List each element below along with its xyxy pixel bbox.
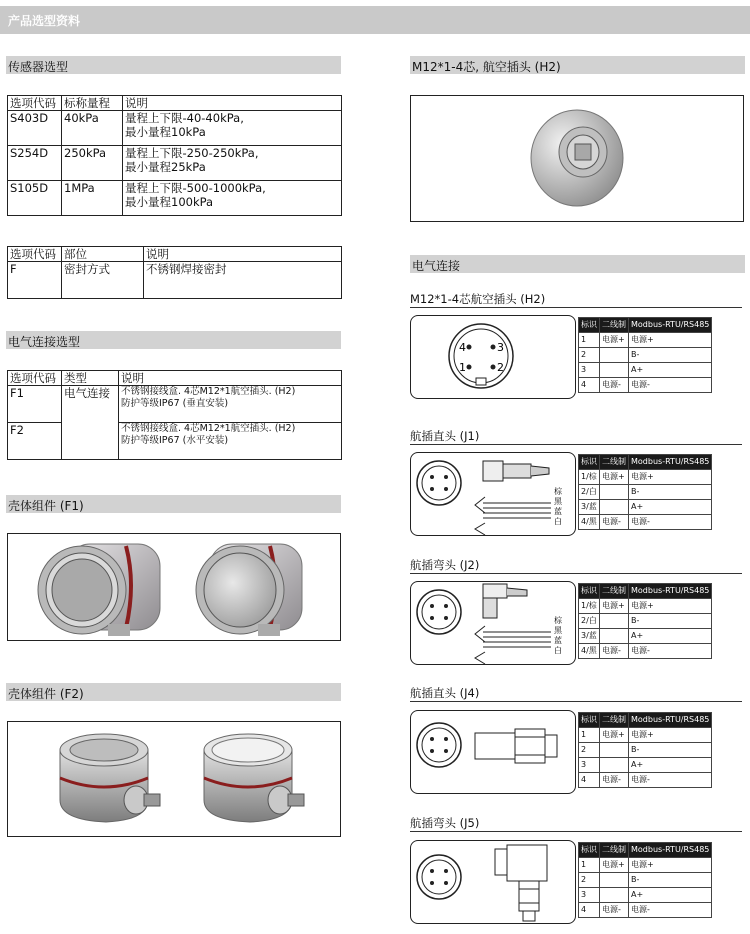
divider: [410, 573, 742, 574]
code-cell: S403D: [8, 111, 62, 146]
table-row: [579, 758, 712, 773]
pin-cell: 1: [579, 333, 600, 348]
header-cell: 部位: [62, 247, 144, 262]
table-header-row: [579, 584, 712, 599]
table-header-row: [8, 247, 342, 262]
j5-diagram: [410, 840, 576, 924]
pin-cell: 3: [579, 363, 600, 378]
desc-line: 不锈钢接线盒. 4芯M12*1航空插头. (H2): [121, 386, 296, 397]
header-cell: 选项代码: [8, 247, 62, 262]
pin-cell: 4: [579, 773, 600, 788]
header-cell: 标识: [579, 584, 600, 599]
conn-section-header: [410, 255, 745, 273]
header-cell: 二线制: [600, 584, 629, 599]
two-wire-cell: 电源-: [600, 644, 629, 659]
table-row: [579, 485, 712, 500]
modbus-cell: B-: [629, 348, 712, 363]
desc-cell: [123, 181, 342, 216]
sensor-table: [7, 95, 342, 216]
table-row: [579, 614, 712, 629]
j4-wiring-table: [578, 712, 712, 788]
table-row: [579, 500, 712, 515]
sensor-section-title: 传感器选型: [8, 60, 69, 74]
electric-table: [7, 370, 342, 460]
table-row: [8, 181, 342, 216]
wire-color-label: 黑: [554, 497, 562, 506]
table-row: [579, 873, 712, 888]
table-header-row: [8, 371, 342, 386]
table-row: [8, 386, 342, 423]
block-title-j5: 航插弯头 (J5): [410, 816, 480, 830]
two-wire-cell: 电源-: [600, 773, 629, 788]
desc-cell: 不锈钢焊接密封: [144, 262, 342, 299]
table-header-row: [579, 455, 712, 470]
h2-wiring-table: [578, 317, 712, 393]
header-cell: Modbus-RTU/RS485: [629, 713, 712, 728]
j2-wiring-table: [578, 583, 712, 659]
desc-line: 不锈钢接线盒. 4芯M12*1航空插头. (H2): [121, 423, 296, 434]
divider: [410, 307, 742, 308]
modbus-cell: A+: [629, 629, 712, 644]
two-wire-cell: [600, 500, 629, 515]
table-header-row: [8, 96, 342, 111]
two-wire-cell: 电源-: [600, 515, 629, 530]
wire-color-label: 白: [554, 646, 562, 655]
wire-color-label: 棕: [554, 487, 562, 496]
m12-section-title: M12*1-4芯, 航空插头 (H2): [412, 60, 561, 74]
two-wire-cell: 电源-: [600, 378, 629, 393]
two-wire-cell: [600, 758, 629, 773]
two-wire-cell: 电源+: [600, 470, 629, 485]
table-row: [8, 146, 342, 181]
pin-cell: 2: [579, 348, 600, 363]
electric-section-title: 电气连接选型: [8, 335, 81, 349]
j1-diagram: [410, 452, 576, 536]
table-row: [579, 515, 712, 530]
pin-3-label: 3: [497, 341, 504, 354]
header-cell: 说明: [123, 96, 342, 111]
pin-cell: 2: [579, 873, 600, 888]
two-wire-cell: 电源-: [600, 903, 629, 918]
pin-cell: 4: [579, 378, 600, 393]
j5-angled-connector-graphic: [411, 841, 575, 923]
desc-cell: [123, 111, 342, 146]
header-cell: 标识: [579, 713, 600, 728]
table-row: [579, 629, 712, 644]
range-cell: 250kPa: [62, 146, 123, 181]
modbus-cell: 电源+: [629, 858, 712, 873]
pin-cell: 1/棕: [579, 599, 600, 614]
modbus-cell: 电源-: [629, 903, 712, 918]
table-row: [579, 773, 712, 788]
header-cell: 标识: [579, 843, 600, 858]
m12-section-header: [410, 56, 745, 74]
header-cell: 二线制: [600, 713, 629, 728]
header-cell: Modbus-RTU/RS485: [629, 843, 712, 858]
two-wire-cell: 电源+: [600, 858, 629, 873]
pin-cell: 1: [579, 858, 600, 873]
j4-diagram: [410, 710, 576, 794]
two-wire-cell: [600, 614, 629, 629]
table-row: [8, 423, 342, 460]
table-row: [579, 888, 712, 903]
j1-straight-connector-graphic: [411, 453, 575, 535]
modbus-cell: 电源-: [629, 378, 712, 393]
header-cell: 说明: [144, 247, 342, 262]
table-row: [579, 599, 712, 614]
wire-color-label: 蓝: [554, 636, 562, 645]
two-wire-cell: [600, 485, 629, 500]
modbus-cell: B-: [629, 743, 712, 758]
pin-cell: 3: [579, 758, 600, 773]
header-cell: 二线制: [600, 843, 629, 858]
header-cell: 二线制: [600, 318, 629, 333]
table-row: [579, 470, 712, 485]
block-title-j2: 航插弯头 (J2): [410, 558, 480, 572]
modbus-cell: A+: [629, 500, 712, 515]
desc-line: 最小量程100kPa: [125, 195, 214, 209]
table-row: [579, 903, 712, 918]
table-row: [579, 644, 712, 659]
modbus-cell: 电源+: [629, 333, 712, 348]
table-header-row: [579, 843, 712, 858]
pin-cell: 3/蓝: [579, 629, 600, 644]
desc-line: 最小量程25kPa: [125, 160, 206, 174]
modbus-cell: B-: [629, 873, 712, 888]
modbus-cell: 电源-: [629, 773, 712, 788]
wire-color-label: 黑: [554, 626, 562, 635]
housing-f1-illustration: [8, 534, 340, 640]
block-title-j1: 航插直头 (J1): [410, 429, 480, 443]
desc-cell: [123, 146, 342, 181]
modbus-cell: A+: [629, 888, 712, 903]
table-row: [8, 111, 342, 146]
table-row: [579, 728, 712, 743]
pin-cell: 2/白: [579, 485, 600, 500]
two-wire-cell: [600, 743, 629, 758]
wire-color-label: 蓝: [554, 507, 562, 516]
table-row: [8, 262, 342, 299]
table-row: [579, 333, 712, 348]
type-cell: 电气连接: [62, 386, 119, 460]
j5-wiring-table: [578, 842, 712, 918]
wire-color-label: 白: [554, 517, 562, 526]
electric-section-header: [6, 331, 341, 349]
housing-f2-illustration: [8, 722, 340, 836]
sensor-section-header: [6, 56, 341, 74]
housing-f1-image-box: [7, 533, 341, 641]
pin-layout-graphic: [411, 316, 575, 398]
code-cell: F1: [8, 386, 62, 423]
code-cell: F: [8, 262, 62, 299]
two-wire-cell: [600, 363, 629, 378]
modbus-cell: 电源+: [629, 728, 712, 743]
header-cell: 选项代码: [8, 371, 62, 386]
pin-cell: 4/黑: [579, 644, 600, 659]
header-cell: 选项代码: [8, 96, 62, 111]
pin-cell: 3: [579, 888, 600, 903]
two-wire-cell: [600, 888, 629, 903]
table-row: [579, 348, 712, 363]
table-row: [579, 858, 712, 873]
divider: [410, 444, 742, 445]
divider: [410, 701, 742, 702]
pin-1-label: 1: [459, 361, 466, 374]
wire-color-label: 棕: [554, 616, 562, 625]
j4-straight-connector-graphic: [411, 711, 575, 793]
header-cell: 标识: [579, 318, 600, 333]
m12-image-box: [410, 95, 744, 222]
housing-f1-header: [6, 495, 341, 513]
housing-f2-image-box: [7, 721, 341, 837]
header-cell: 标称量程: [62, 96, 123, 111]
header-cell: 说明: [119, 371, 342, 386]
modbus-cell: A+: [629, 758, 712, 773]
j2-diagram: [410, 581, 576, 665]
divider: [410, 831, 742, 832]
housing-f2-title: 壳体组件 (F2): [8, 687, 84, 701]
range-cell: 40kPa: [62, 111, 123, 146]
modbus-cell: 电源-: [629, 644, 712, 659]
desc-line: 量程上下限-250-250kPa,: [125, 146, 259, 160]
pin-cell: 4: [579, 903, 600, 918]
table-header-row: [579, 713, 712, 728]
part-cell: 密封方式: [62, 262, 144, 299]
pin-cell: 1/棕: [579, 470, 600, 485]
pin-2-label: 2: [497, 361, 504, 374]
pin-cell: 2/白: [579, 614, 600, 629]
h2-pin-diagram: [410, 315, 576, 399]
modbus-cell: 电源+: [629, 599, 712, 614]
desc-cell: [119, 423, 342, 460]
desc-line: 量程上下限-40-40kPa,: [125, 111, 244, 125]
modbus-cell: 电源+: [629, 470, 712, 485]
two-wire-cell: 电源+: [600, 728, 629, 743]
pin-4-label: 4: [459, 341, 466, 354]
modbus-cell: 电源-: [629, 515, 712, 530]
code-cell: S105D: [8, 181, 62, 216]
desc-line: 量程上下限-500-1000kPa,: [125, 181, 266, 195]
seal-table: [7, 246, 342, 299]
two-wire-cell: 电源+: [600, 333, 629, 348]
header-cell: Modbus-RTU/RS485: [629, 318, 712, 333]
page-banner: [0, 6, 750, 34]
modbus-cell: B-: [629, 485, 712, 500]
modbus-cell: B-: [629, 614, 712, 629]
pin-cell: 1: [579, 728, 600, 743]
code-cell: S254D: [8, 146, 62, 181]
header-cell: 类型: [62, 371, 119, 386]
j2-angled-connector-graphic: [411, 582, 575, 664]
two-wire-cell: [600, 873, 629, 888]
two-wire-cell: [600, 348, 629, 363]
pin-cell: 4/黑: [579, 515, 600, 530]
header-cell: 二线制: [600, 455, 629, 470]
two-wire-cell: 电源+: [600, 599, 629, 614]
two-wire-cell: [600, 629, 629, 644]
desc-line: 防护等级IP67 (垂直安装): [121, 398, 229, 409]
housing-f1-title: 壳体组件 (F1): [8, 499, 84, 513]
desc-cell: [119, 386, 342, 423]
block-title-j4: 航插直头 (J4): [410, 686, 480, 700]
pin-cell: 2: [579, 743, 600, 758]
header-cell: 标识: [579, 455, 600, 470]
table-header-row: [579, 318, 712, 333]
code-cell: F2: [8, 423, 62, 460]
table-row: [579, 378, 712, 393]
housing-f2-header: [6, 683, 341, 701]
desc-line: 防护等级IP67 (水平安装): [121, 435, 229, 446]
desc-line: 最小量程10kPa: [125, 125, 206, 139]
banner-title: 产品选型资料: [8, 14, 81, 28]
header-cell: Modbus-RTU/RS485: [629, 455, 712, 470]
table-row: [579, 363, 712, 378]
header-cell: Modbus-RTU/RS485: [629, 584, 712, 599]
modbus-cell: A+: [629, 363, 712, 378]
range-cell: 1MPa: [62, 181, 123, 216]
table-row: [579, 743, 712, 758]
j1-wiring-table: [578, 454, 712, 530]
pin-cell: 3/蓝: [579, 500, 600, 515]
conn-section-title: 电气连接: [412, 259, 461, 273]
block-title-h2: M12*1-4芯航空插头 (H2): [410, 292, 546, 306]
m12-plug-illustration: [411, 96, 743, 221]
